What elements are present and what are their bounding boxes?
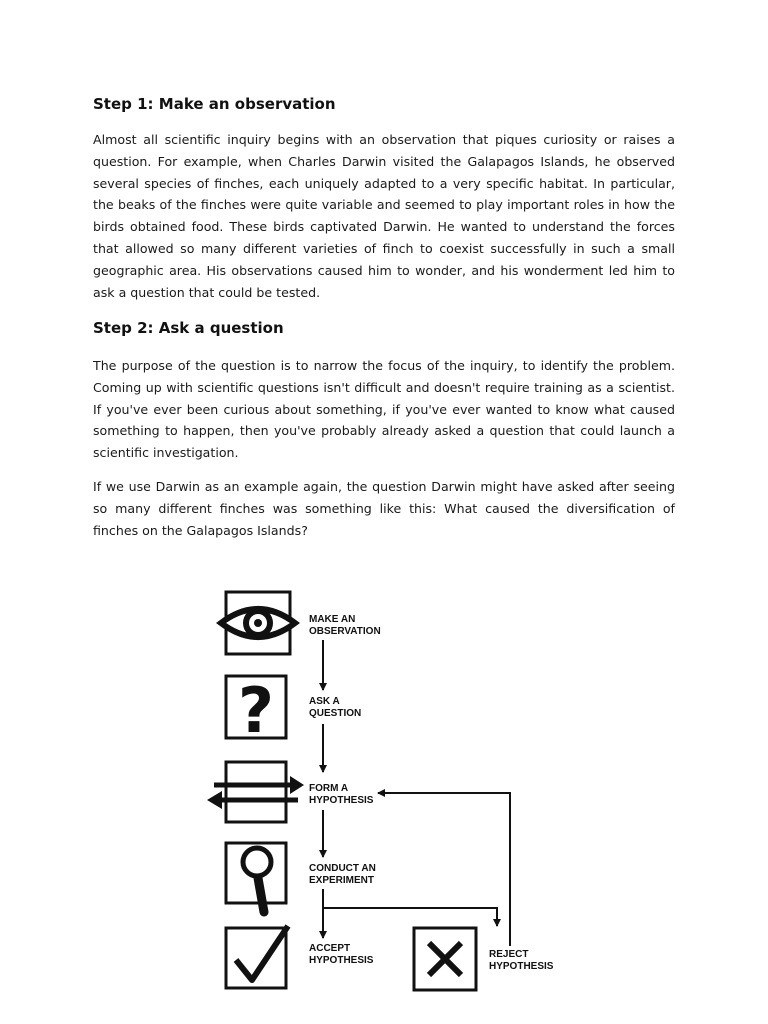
label-observe-1: MAKE AN [309, 614, 356, 625]
arrow-experiment-to-reject [323, 908, 497, 926]
eye-icon [221, 592, 295, 654]
checkmark-icon [226, 926, 288, 988]
question-mark-icon [226, 674, 286, 747]
step2-paragraph-1: The purpose of the question is to narrow the focus of the inquiry, to identify the problem. Coming up with scientific questions isn't difficult and doesn't require training as a scientist. If you've ever been curious about something, if you've ever wanted to know what caused something to happen, then you've probably already asked a question that could launch a scientific investigation. [93, 358, 675, 461]
label-question-2: QUESTION [309, 708, 362, 719]
magnifying-glass-icon [226, 843, 286, 912]
label-experiment-1: CONDUCT AN [309, 863, 376, 874]
label-reject-1: REJECT [489, 949, 529, 960]
label-accept-1: ACCEPT [309, 943, 351, 954]
arrow-reject-to-hypothesis [378, 793, 510, 946]
label-accept-2: HYPOTHESIS [309, 955, 374, 966]
question-glyph: ? [238, 674, 274, 747]
step1-paragraph: Almost all scientific inquiry begins with an observation that piques curiosity or raises a question. For example, when Charles Darwin visited the Galapagos Islands, he observed several species of finches, each uniquely adapted to a very specific habitat. In particular, the beaks of the finches were quite variable and seemed to play important roles in how the birds obtained food. These birds captivated Darwin. He wanted to understand the forces that allowed so many different varieties of finch to coexist successfully in such a small geographic area. His observations caused him to wonder, and his wonderment led him to ask a question that could be tested. [93, 132, 675, 300]
label-experiment-2: EXPERIMENT [309, 875, 375, 886]
step1-heading: Step 1: Make an observation [93, 95, 336, 113]
label-hypothesis-2: HYPOTHESIS [309, 795, 374, 806]
swap-arrows-icon [207, 762, 304, 822]
label-question-1: ASK A [309, 696, 340, 707]
label-reject-2: HYPOTHESIS [489, 961, 554, 972]
x-mark-icon [414, 928, 476, 990]
step2-paragraph-2: If we use Darwin as an example again, the question Darwin might have asked after seeing so many different finches was something like this: What caused the diversification of finches on the Galapagos Islands? [93, 479, 675, 538]
step2-heading: Step 2: Ask a question [93, 319, 284, 337]
label-observe-2: OBSERVATION [309, 626, 381, 637]
label-hypothesis-1: FORM A [309, 783, 349, 794]
